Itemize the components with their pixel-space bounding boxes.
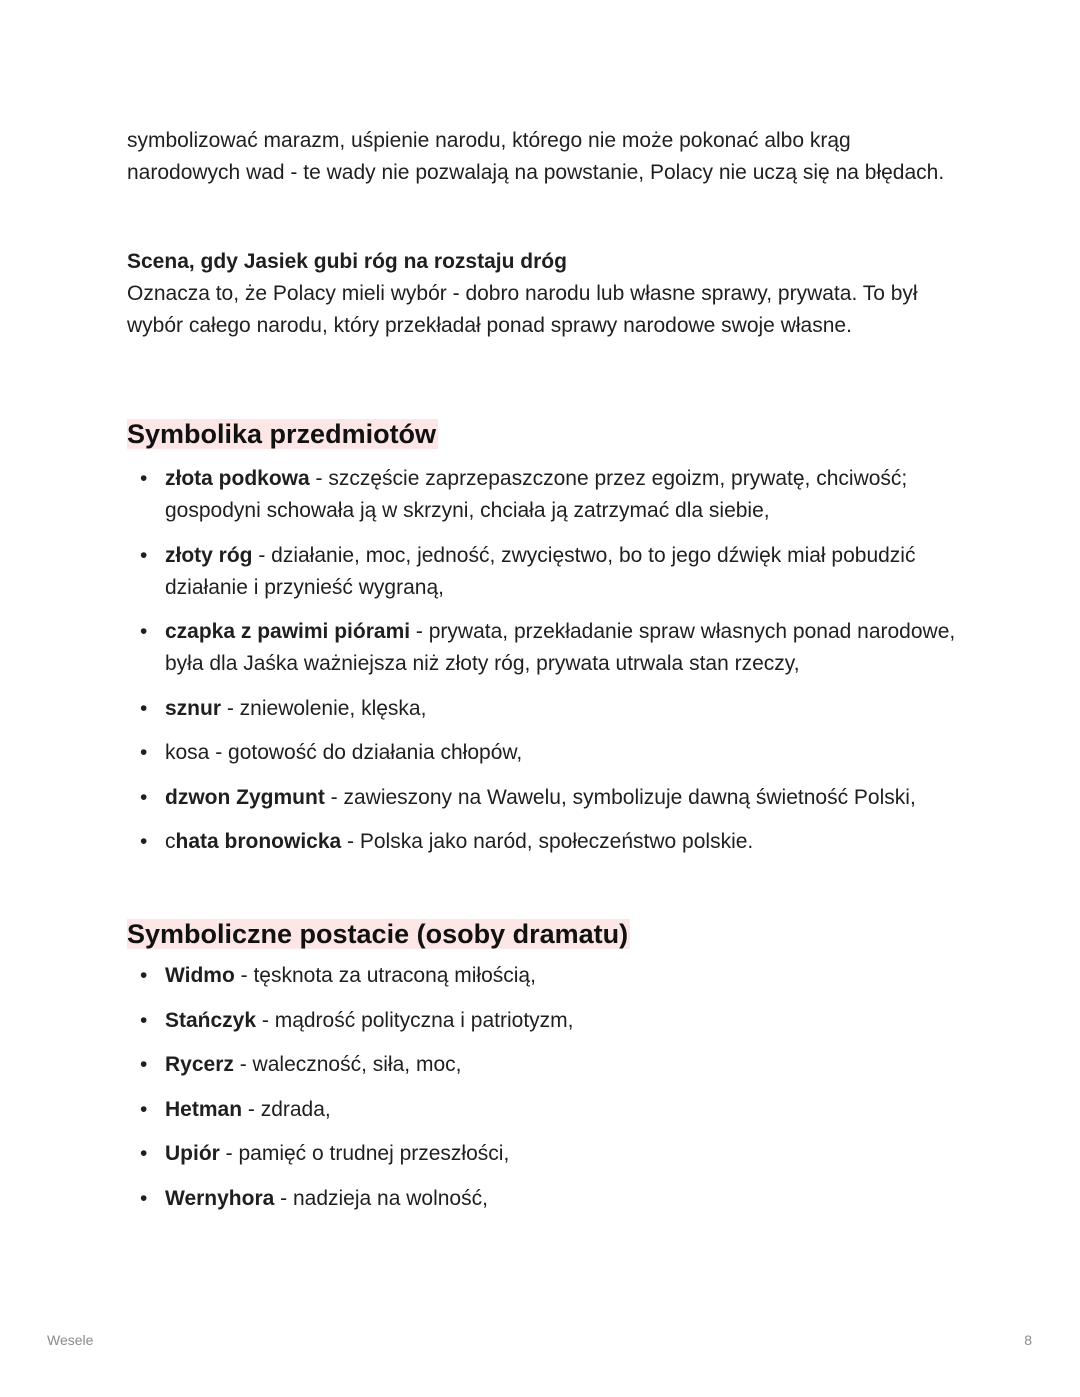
bullet-icon: • [140,830,148,853]
bullet-icon: • [140,785,148,809]
item-description: - pamięć o trudnej przeszłości, [219,1142,510,1165]
item-description: - Polska jako naród, społeczeństwo polskie. [341,830,754,853]
item-prefix: c [165,830,176,853]
item-term: Stańczyk [165,1008,257,1032]
bullet-icon: • [140,620,148,643]
item-term: złota podkowa [165,467,310,490]
list-item [127,960,967,992]
persons-heading [127,917,967,951]
item-description: - waleczność, siła, moc, [233,1053,462,1076]
bullet-icon: • [140,1008,148,1032]
bullet-icon: • [140,467,148,490]
list-item [127,1094,967,1126]
intro-paragraph: symbolizować marazm, uśpienie narodu, którego nie może pokonać albo krąg narodowych wad - te wady nie pozwalają na powstanie, Polacy nie uczą się na błędach. [127,129,945,184]
list-item [127,693,967,725]
bullet-icon: • [140,1097,148,1121]
list-item [127,540,967,604]
item-description: - nadzieja na wolność, [274,1186,488,1210]
item-term: Rycerz [165,1053,234,1076]
item-description: - zawieszony na Wawelu, symbolizuje dawną świetność Polski, [324,785,916,809]
item-term: Upiór [165,1142,220,1165]
item-term: czapka z pawimi piórami [165,620,411,643]
item-term: Wernyhora [165,1186,275,1210]
footer-document-title: Wesele [47,1332,94,1348]
item-description: - tęsknota za utraconą miłością, [234,964,536,987]
scene-title: Scena, gdy Jasiek gubi róg na rozstaju dróg [127,250,567,273]
objects-heading [127,417,967,451]
item-term: złoty róg [165,543,253,567]
list-item [127,463,967,527]
list-item [127,1049,967,1081]
item-term: Hetman [165,1097,243,1121]
bullet-icon: • [140,964,148,987]
scene-paragraph: Oznacza to, że Polacy mieli wybór - dobro narodu lub własne sprawy, prywata. To był wybór całego narodu, który przekładał ponad sprawy narodowe swoje własne. [127,282,918,337]
objects-heading-text: Symbolika przedmiotów [127,419,437,449]
bullet-icon: • [140,741,148,764]
objects-list [127,463,967,858]
list-item [127,737,967,769]
item-term: Widmo [165,964,235,987]
item-description: - szczęście zaprzepaszczone przez egoizm, prywatę, chciwość; gospodyni schowała ją w skrzyni, chciała ją zatrzymać dla siebie, [165,467,908,522]
persons-heading-text: Symboliczne postacie (osoby dramatu) [127,919,629,949]
bullet-icon: • [140,1142,148,1165]
item-description: - zdrada, [242,1097,331,1121]
item-description: kosa - gotowość do działania chłopów, [165,741,523,764]
item-term: hata bronowicka [175,830,342,853]
list-item [127,826,967,858]
item-description: - prywata, przekładanie spraw własnych ponad narodowe, była dla Jaśka ważniejsza niż złoty róg, prywata utrwala stan rzeczy, [165,620,956,675]
persons-list [127,960,967,1215]
list-item [127,1183,967,1215]
bullet-icon: • [140,1186,148,1210]
list-item [127,1005,967,1037]
list-item [127,782,967,814]
item-description: - działanie, moc, jedność, zwycięstwo, bo to jego dźwięk miał pobudzić działanie i przynieść wygraną, [165,543,916,599]
list-item [127,1138,967,1170]
item-description: - zniewolenie, klęska, [221,696,427,720]
footer-page-number: 8 [1024,1332,1032,1348]
document-page [127,125,967,1227]
list-item [127,616,967,680]
bullet-icon: • [140,543,148,567]
item-term: sznur [165,696,222,720]
item-term: dzwon Zygmunt [165,785,325,809]
bullet-icon: • [140,1053,148,1076]
item-description: - mądrość polityczna i patriotyzm, [256,1008,574,1032]
bullet-icon: • [140,696,148,720]
